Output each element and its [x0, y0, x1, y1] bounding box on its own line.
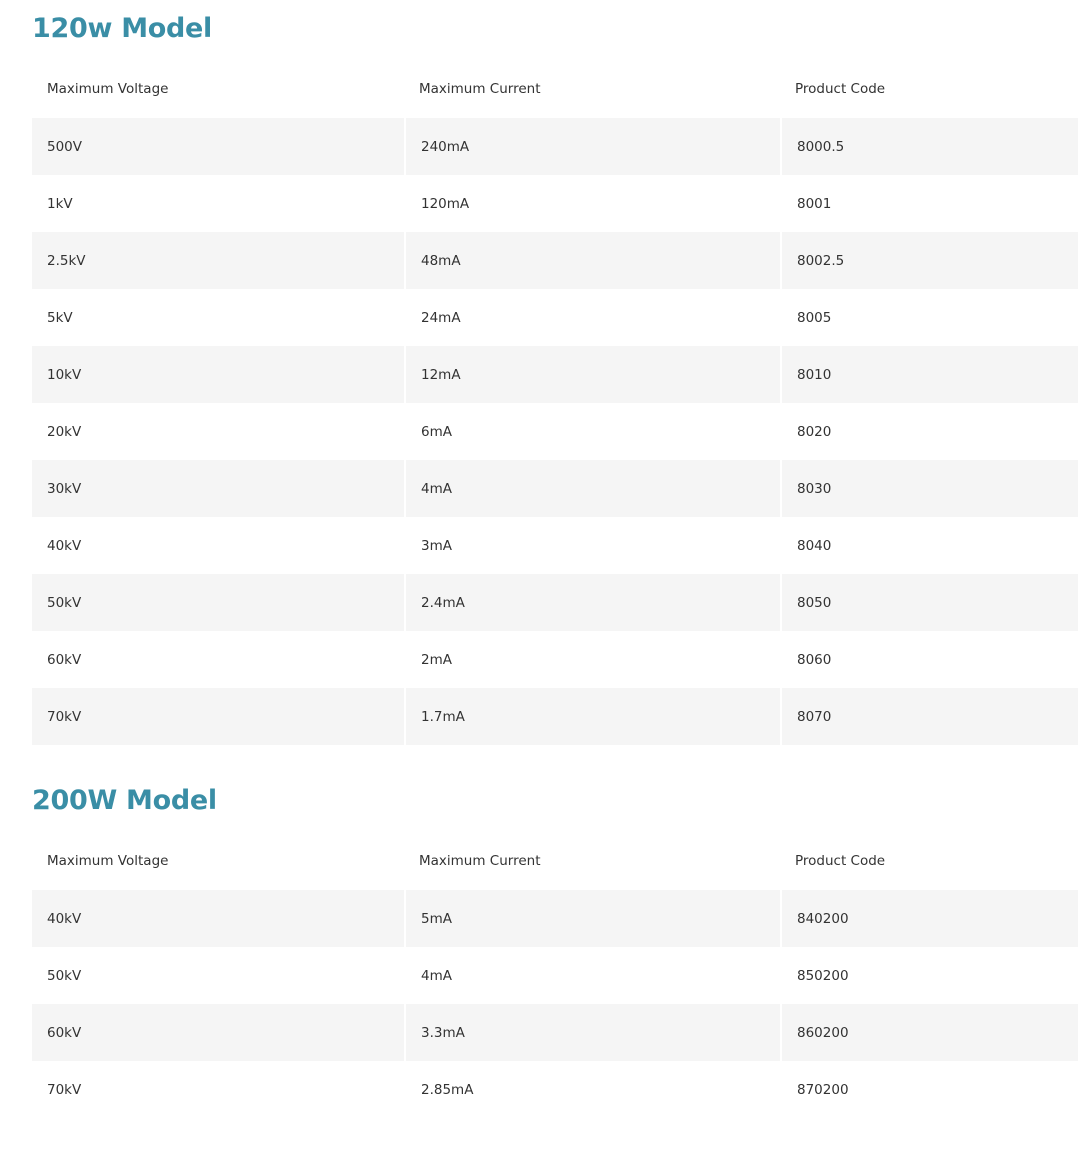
table-row: [32, 346, 1078, 403]
section-title: 200W Model: [32, 785, 217, 816]
cell-voltage: 50kV: [32, 574, 404, 631]
column-header-voltage: Maximum Voltage: [47, 853, 169, 869]
table-row: [32, 175, 1078, 232]
cell-current: 48mA: [404, 232, 780, 289]
cell-current: 2.85mA: [404, 1061, 780, 1118]
cell-product-code: 860200: [780, 1004, 1078, 1061]
table-row: [32, 890, 1078, 947]
cell-current: 3mA: [404, 517, 780, 574]
model-section-200w: [32, 772, 1078, 1118]
spec-table: [32, 832, 1078, 1118]
cell-voltage: 20kV: [47, 423, 82, 440]
table-row: [32, 517, 1078, 574]
cell-voltage: 60kV: [47, 651, 82, 668]
cell-product-code: 870200: [780, 1061, 1078, 1118]
cell-voltage: 2.5kV: [32, 232, 404, 289]
table-row: [32, 403, 1078, 460]
spec-table: [32, 60, 1078, 745]
table-row: [32, 947, 1078, 1004]
cell-voltage: 70kV: [47, 1081, 82, 1098]
cell-voltage: 1kV: [47, 195, 73, 212]
table-row: [32, 1061, 1078, 1118]
cell-product-code: 840200: [780, 890, 1078, 947]
table-header-row: [32, 60, 1078, 118]
cell-product-code: 8060: [780, 631, 1078, 688]
model-section-120w: [32, 0, 1078, 745]
table-row: [32, 688, 1078, 745]
cell-current: 12mA: [404, 346, 780, 403]
cell-current: 2.4mA: [404, 574, 780, 631]
cell-product-code: 8005: [780, 289, 1078, 346]
cell-current: 240mA: [404, 118, 780, 175]
cell-voltage: 5kV: [47, 309, 73, 326]
cell-product-code: 8020: [780, 403, 1078, 460]
column-header-product-code: Product Code: [795, 81, 886, 97]
table-row: [32, 631, 1078, 688]
cell-voltage: 40kV: [47, 537, 82, 554]
cell-product-code: 8000.5: [780, 118, 1078, 175]
column-header-current: Maximum Current: [419, 81, 541, 97]
cell-current: 24mA: [404, 289, 780, 346]
cell-product-code: 8070: [780, 688, 1078, 745]
section-title: 120w Model: [32, 13, 213, 44]
cell-product-code: 8050: [780, 574, 1078, 631]
table-row: [32, 289, 1078, 346]
cell-current: 5mA: [404, 890, 780, 947]
cell-product-code: 8002.5: [780, 232, 1078, 289]
cell-voltage: 50kV: [47, 967, 82, 984]
cell-product-code: 8001: [780, 175, 1078, 232]
cell-voltage: 10kV: [32, 346, 404, 403]
cell-voltage: 70kV: [32, 688, 404, 745]
table-row: [32, 1004, 1078, 1061]
table-row: [32, 232, 1078, 289]
column-header-voltage: Maximum Voltage: [47, 81, 169, 97]
table-row: [32, 460, 1078, 517]
cell-current: 120mA: [404, 175, 780, 232]
cell-current: 6mA: [404, 403, 780, 460]
cell-product-code: 8040: [780, 517, 1078, 574]
cell-current: 4mA: [404, 947, 780, 1004]
cell-current: 4mA: [404, 460, 780, 517]
cell-current: 2mA: [404, 631, 780, 688]
cell-current: 1.7mA: [404, 688, 780, 745]
cell-product-code: 850200: [780, 947, 1078, 1004]
cell-voltage: 30kV: [32, 460, 404, 517]
column-header-current: Maximum Current: [419, 853, 541, 869]
table-body: [32, 890, 1078, 1118]
cell-current: 3.3mA: [404, 1004, 780, 1061]
table-body: [32, 118, 1078, 745]
table-row: [32, 574, 1078, 631]
column-header-product-code: Product Code: [795, 853, 886, 869]
cell-product-code: 8010: [780, 346, 1078, 403]
cell-voltage: 40kV: [32, 890, 404, 947]
cell-product-code: 8030: [780, 460, 1078, 517]
cell-voltage: 60kV: [32, 1004, 404, 1061]
table-row: [32, 118, 1078, 175]
cell-voltage: 500V: [32, 118, 404, 175]
table-header-row: [32, 832, 1078, 890]
